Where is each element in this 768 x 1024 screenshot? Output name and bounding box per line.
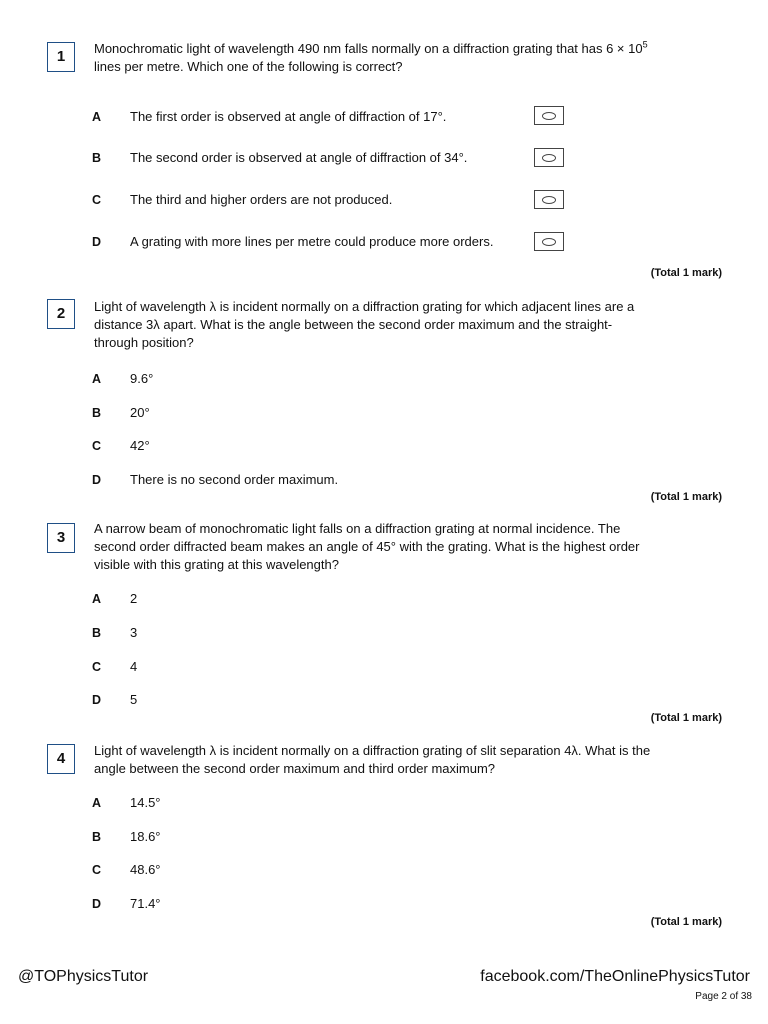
question-stem-text: Monochromatic light of wavelength 490 nm falls normally on a diffraction grating that has 6 × 10 xyxy=(94,41,643,56)
facebook-link: facebook.com/TheOnlinePhysicsTutor xyxy=(480,968,750,985)
question-number-box: 1 xyxy=(47,42,75,72)
option-text: 20° xyxy=(130,405,150,420)
question-stem xyxy=(94,40,694,76)
question-stem-text: through position? xyxy=(94,335,194,350)
option-text: 2 xyxy=(130,591,138,606)
option-letter: C xyxy=(92,863,102,877)
question-stem xyxy=(94,298,694,352)
option-letter: A xyxy=(92,110,102,124)
option-text: There is no second order maximum. xyxy=(130,472,339,487)
option-letter: D xyxy=(92,235,102,249)
question-number-box: 4 xyxy=(47,744,75,774)
option-text: 48.6° xyxy=(130,862,161,877)
option-letter: C xyxy=(92,439,102,453)
twitter-handle: @TOPhysicsTutor xyxy=(18,968,149,985)
question-stem-text: angle between the second order maximum and third order maximum? xyxy=(94,761,496,776)
option-text: 5 xyxy=(130,692,138,707)
answer-box-a[interactable] xyxy=(534,106,564,125)
question-stem-text: second order diffracted beam makes an angle of 45° with the grating. What is the highest order xyxy=(94,539,640,554)
oval-bubble-icon xyxy=(542,112,556,120)
question-stem-text: lines per metre. Which one of the following is correct? xyxy=(94,59,403,74)
oval-bubble-icon xyxy=(542,238,556,246)
option-text: 14.5° xyxy=(130,795,161,810)
total-mark: (Total 1 mark) xyxy=(650,267,722,279)
total-mark: (Total 1 mark) xyxy=(650,712,722,724)
option-letter: C xyxy=(92,660,102,674)
total-mark: (Total 1 mark) xyxy=(650,916,722,928)
question-stem-text: distance 3λ apart. What is the angle between the second order maximum and the straight- xyxy=(94,317,613,332)
question-stem-text: A narrow beam of monochromatic light falls on a diffraction grating at normal incidence. The xyxy=(94,521,621,536)
question-number-box: 2 xyxy=(47,299,75,329)
question-stem xyxy=(94,742,694,778)
option-text: The first order is observed at angle of diffraction of 17°. xyxy=(130,109,447,124)
answer-box-d[interactable] xyxy=(534,232,564,251)
option-text: 42° xyxy=(130,438,150,453)
option-letter: A xyxy=(92,592,102,606)
option-text: 71.4° xyxy=(130,896,161,911)
answer-box-b[interactable] xyxy=(534,148,564,167)
option-letter: D xyxy=(92,473,102,487)
option-text: 3 xyxy=(130,625,138,640)
option-letter: D xyxy=(92,897,102,911)
option-text: A grating with more lines per metre could produce more orders. xyxy=(130,234,494,249)
option-letter: D xyxy=(92,693,102,707)
option-text: The second order is observed at angle of diffraction of 34°. xyxy=(130,150,468,165)
option-letter: B xyxy=(92,626,102,640)
answer-box-c[interactable] xyxy=(534,190,564,209)
question-number-box: 3 xyxy=(47,523,75,553)
option-text: The third and higher orders are not produced. xyxy=(130,192,393,207)
question-stem xyxy=(94,520,694,574)
oval-bubble-icon xyxy=(542,154,556,162)
option-letter: A xyxy=(92,796,102,810)
oval-bubble-icon xyxy=(542,196,556,204)
option-letter: B xyxy=(92,406,102,420)
question-stem-text: Light of wavelength λ is incident normally on a diffraction grating of slit separation 4λ. What is the xyxy=(94,743,651,758)
option-letter: A xyxy=(92,372,102,386)
option-text: 4 xyxy=(130,659,138,674)
question-stem-text: visible with this grating at this wavelength? xyxy=(94,557,339,572)
option-letter: B xyxy=(92,151,102,165)
option-letter: B xyxy=(92,830,102,844)
total-mark: (Total 1 mark) xyxy=(650,491,722,503)
option-text: 9.6° xyxy=(130,371,154,386)
page-number: Page 2 of 38 xyxy=(695,991,752,1002)
option-text: 18.6° xyxy=(130,829,161,844)
option-letter: C xyxy=(92,193,102,207)
superscript-exponent: 5 xyxy=(642,39,648,50)
question-stem-text: Light of wavelength λ is incident normally on a diffraction grating for which adjacent lines are a xyxy=(94,299,635,314)
